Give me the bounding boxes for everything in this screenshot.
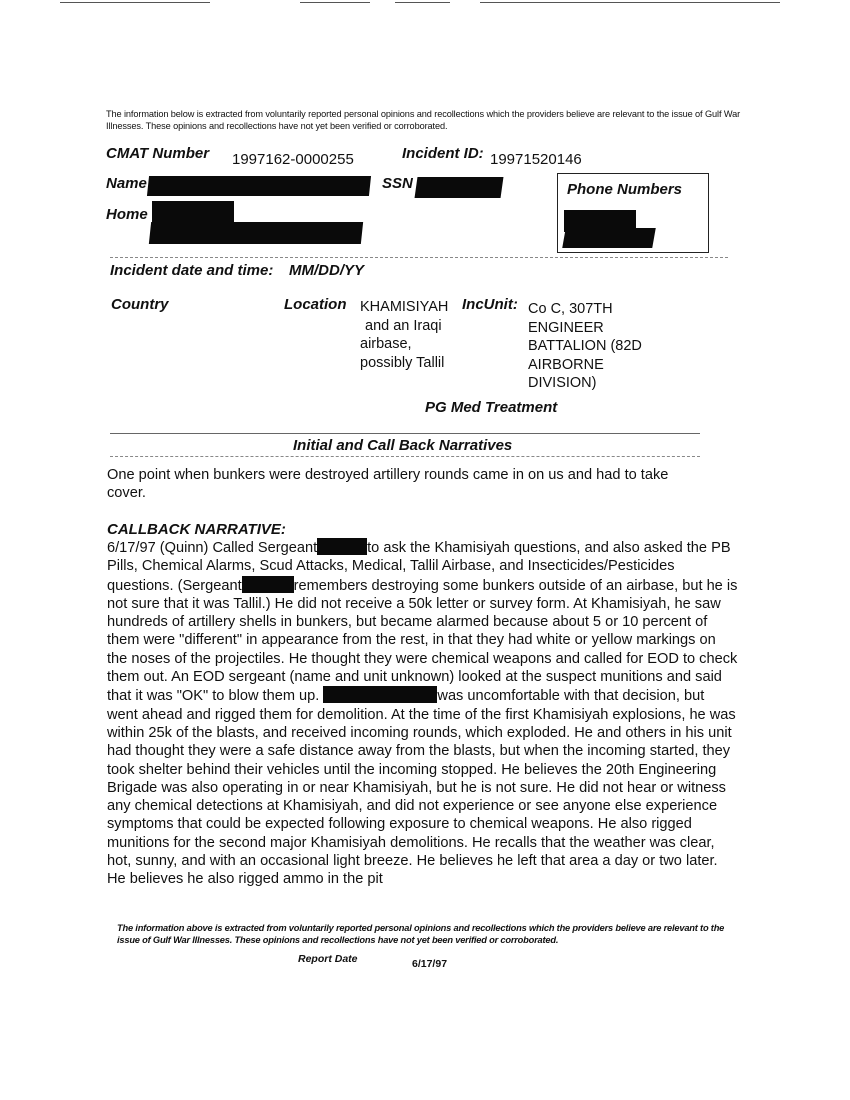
phone-redaction-2: [562, 228, 656, 248]
incunit-line: ENGINEER: [528, 319, 604, 336]
ssn-redaction: [415, 177, 504, 198]
phone-numbers-label: Phone Numbers: [567, 181, 683, 198]
location-line: KHAMISIYAH: [360, 299, 449, 315]
home-label: Home: [106, 206, 148, 223]
sergeant-name-redaction: [242, 576, 294, 593]
incunit-label: IncUnit:: [462, 296, 518, 313]
phone-numbers-box: [557, 173, 709, 253]
incunit-line: AIRBORNE: [528, 356, 604, 373]
country-label: Country: [111, 296, 169, 313]
pg-med-treatment-label: PG Med Treatment: [425, 399, 558, 416]
divider-dashed: [110, 257, 728, 258]
incident-id-label: Incident ID:: [402, 145, 484, 162]
initial-narrative: One point when bunkers were destroyed artillery rounds came in on us and had to take cover.: [107, 467, 669, 502]
cmat-value: 1997162-0000255: [232, 151, 354, 168]
incunit-line: BATTALION (82D: [528, 338, 642, 354]
home-redaction-2: [149, 222, 363, 244]
incident-id-value: 19971520146: [490, 151, 582, 168]
incunit-line: Co C, 307TH: [528, 301, 613, 317]
callback-text: to ask the Khamisiyah questions, and also asked the PB Pills, Chemical Alarms, Scud Attacks, Medical, Tallil Airbase, and Insecticides/Pesticides questions. (Sergeant: [107, 540, 731, 594]
scan-line: [395, 2, 450, 3]
name-redaction-inline: [323, 686, 437, 703]
section-title: Initial and Call Back Narratives: [293, 437, 513, 454]
location-value: [360, 298, 448, 372]
location-label: Location: [284, 296, 347, 313]
callback-heading: CALLBACK NARRATIVE:: [107, 521, 286, 538]
location-line: airbase,: [360, 336, 412, 352]
callback-narrative: [107, 538, 739, 889]
incident-date-label: Incident date and time:: [110, 262, 274, 279]
scan-line: [60, 2, 210, 3]
incunit-line: DIVISION): [528, 375, 597, 391]
incunit-value: [528, 300, 642, 393]
report-date-value: 6/17/97: [412, 958, 448, 970]
cmat-label: CMAT Number: [106, 145, 210, 162]
location-line: and an Iraqi: [365, 317, 442, 334]
ssn-label: SSN: [382, 175, 413, 192]
disclaimer-top: The information below is extracted from voluntarily reported personal opinions and recollections which the providers believe are relevant to the issue of Gulf War Illnesses. These opinions and recollections have not yet been verified or corroborated.: [106, 109, 741, 131]
report-date-label: Report Date: [298, 953, 358, 965]
name-redaction: [147, 176, 371, 196]
location-line: possibly Tallil: [360, 354, 445, 371]
section-rule-top: [110, 433, 700, 434]
disclaimer-bottom: The information above is extracted from voluntarily reported personal opinions and recollections which the providers believe are relevant to the issue of Gulf War Illnesses. These opinions and recollections have not yet been verified or corroborated.: [117, 923, 725, 945]
callback-text: was uncomfortable with that decision, but went ahead and rigged them for demolition. At the time of the first Khamisiyah explosions, he was within 25k of the blasts, and received incoming rounds, which exploded. He and others in his unit had thought they were a safe distance away from the blasts, but when the incoming started, they took shelter behind their vehicles until the incoming stopped. He believes the 20th Engineering Brigade was also operating in or near Khamisiyah, but he is not sure. He did not hear or witness any chemical detections at Khamisiyah, and did not experience or see anyone else experience symptoms that could be expected following exposure to chemical weapons. He also rigged munitions for the second major Khamisiyah demolitions. He recalls that the weather was clear, hot, sunny, and with an occasional light breeze. He believes he left that area a day or two later. He believes he also rigged ammo in the pit: [107, 688, 736, 888]
callback-text: 6/17/97 (Quinn) Called Sergeant: [107, 540, 318, 556]
scan-line: [480, 2, 780, 3]
scan-line: [300, 2, 370, 3]
section-rule-bottom: [110, 456, 700, 457]
sergeant-name-redaction: [317, 538, 367, 555]
name-label: Name: [106, 175, 147, 192]
incident-date-value: MM/DD/YY: [289, 262, 364, 279]
callback-text: remembers destroying some bunkers outside of an airbase, but he is not sure that it was Tallil.) He did not receive a 50k letter or survey form. At Khamisiyah, he saw hundreds of artillery shells in bunkers, but became alarmed because about 5 or 10 percent of them were "different" in appearance from the rest, in that they had white or yellow markings on the noses of the projectiles. He thought they were chemical weapons and called for EOD to check them out. An EOD sergeant (name and unit unknown) looked at the suspect munitions and said that it was "OK" to blow them up.: [107, 577, 738, 705]
